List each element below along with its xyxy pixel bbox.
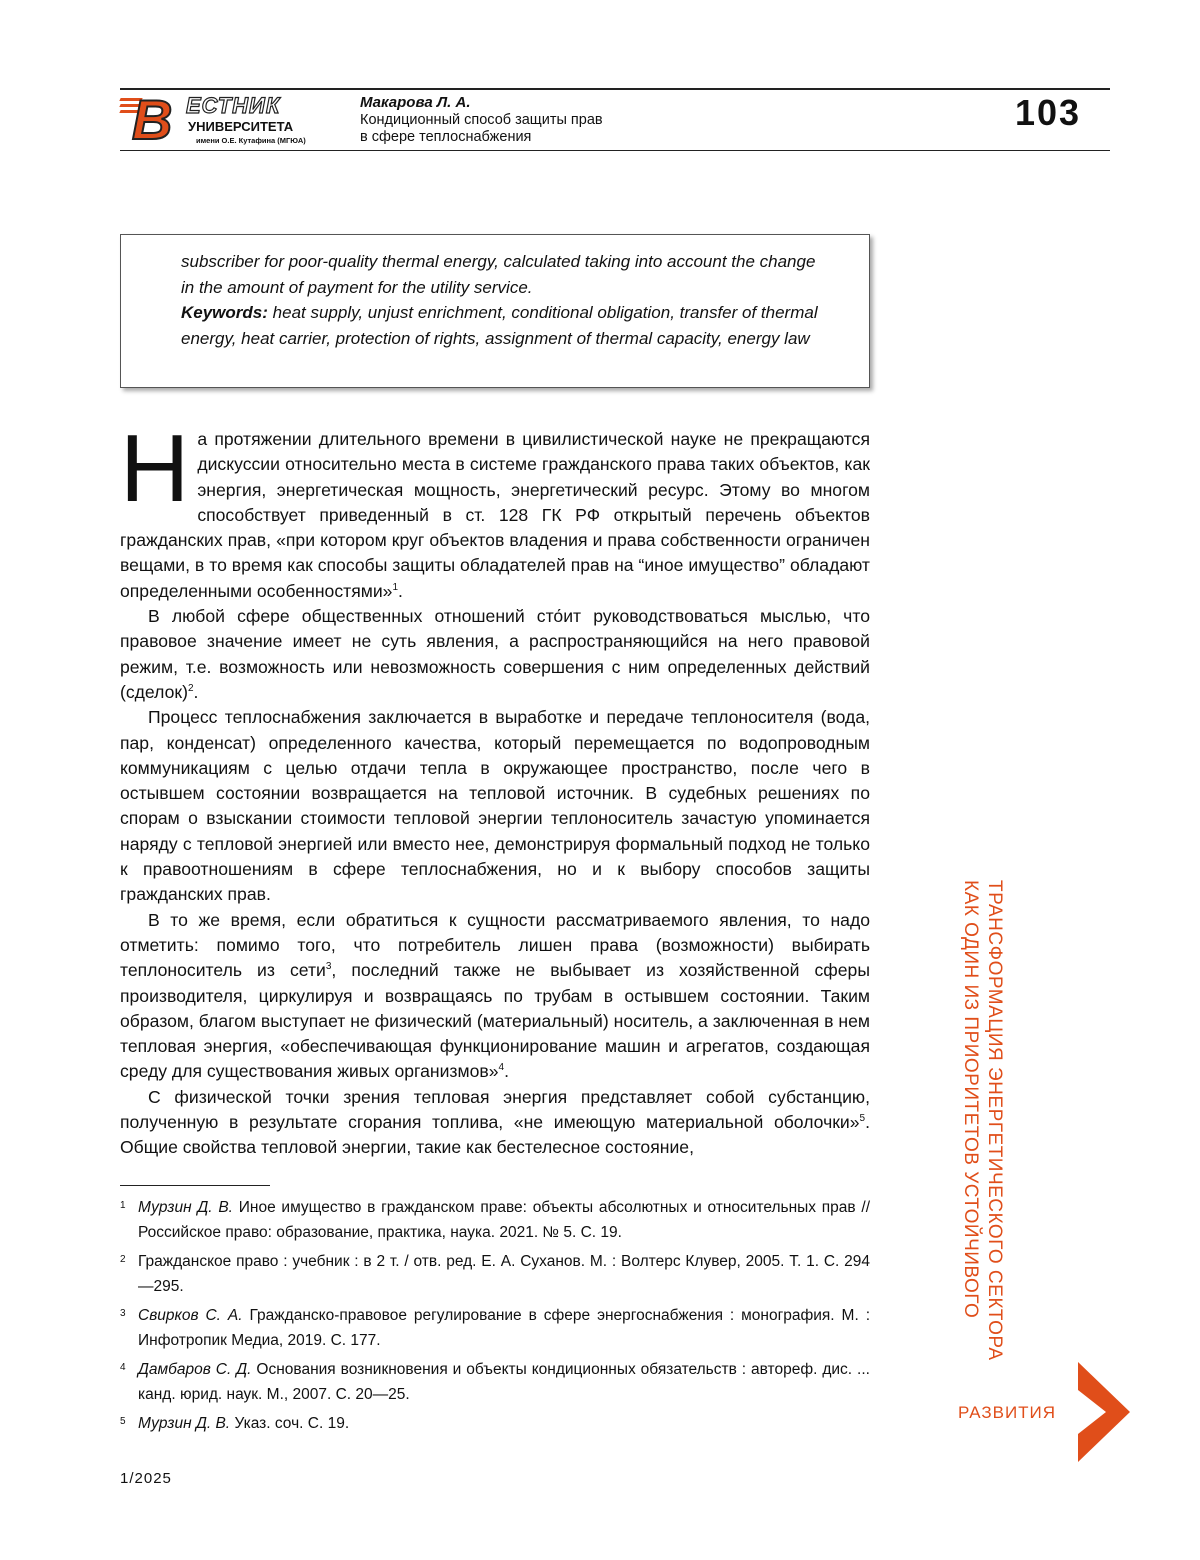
section-rubric bbox=[958, 880, 1028, 1400]
logo-named-after: имени О.Е. Кутафина (МГЮА) bbox=[196, 136, 306, 145]
rubric-line2: КАК ОДИН ИЗ ПРИОРИТЕТОВ УСТОЙЧИВОГО bbox=[960, 880, 981, 1318]
footnotes bbox=[120, 1195, 870, 1440]
logo-title: ЕСТНИК bbox=[186, 94, 280, 118]
header-bottom-rule bbox=[120, 150, 1110, 151]
footnote-ref[interactable]: 2 bbox=[188, 683, 194, 694]
paragraph: С физической точки зрения тепловая энергия представляет собой субстанцию, полученную в результате сгорания топлива, «не имеющую материальной оболочки»5. Общие свойства тепловой энергии, такие как бестелесное состояние, bbox=[120, 1085, 870, 1161]
page-number: 103 bbox=[1015, 92, 1081, 134]
arrow-right-icon bbox=[1060, 1362, 1130, 1462]
footnote-ref[interactable]: 4 bbox=[499, 1063, 505, 1074]
article-body bbox=[120, 427, 870, 1161]
abstract-box bbox=[120, 234, 870, 388]
keywords-label: Keywords: bbox=[181, 303, 268, 322]
logo-university: УНИВЕРСИТЕТА bbox=[188, 120, 293, 134]
footnote: 3 Свирков С. А. Гражданско-правовое регулирование в сфере энергоснабжения : монография. М. : Инфотропик Медиа, 2019. С. 177. bbox=[120, 1303, 870, 1353]
drop-cap: Н bbox=[120, 431, 189, 507]
running-head-author: Макарова Л. А. bbox=[360, 94, 471, 111]
header-top-rule bbox=[120, 88, 1110, 90]
running-head-title-line2: в сфере теплоснабжения bbox=[360, 129, 780, 146]
rubric-vertical-text bbox=[958, 880, 1006, 1361]
footnote: 2 Гражданское право : учебник : в 2 т. / отв. ред. Е. А. Суханов. М. : Волтерс Клувер, 2005. Т. 1. С. 294—295. bbox=[120, 1249, 870, 1299]
paragraph: В любой сфере общественных отношений сто́ит руководствоваться мыслью, что правовое значение имеет не суть явления, а распространяющийся на него правовой режим, т.е. возможность или невозможность совершения с ним определенных действий (сделок)2. bbox=[120, 604, 870, 705]
footnote: 1 Мурзин Д. В. Иное имущество в гражданском праве: объекты абсолютных и относительных прав // Российское право: образование, практика, наука. 2021. № 5. С. 19. bbox=[120, 1195, 870, 1245]
footnote-ref[interactable]: 1 bbox=[392, 582, 398, 593]
journal-logo bbox=[120, 92, 350, 148]
footnote-ref[interactable]: 3 bbox=[326, 961, 332, 972]
issue-number: 1/2025 bbox=[120, 1470, 172, 1487]
keywords-text: heat supply, unjust enrichment, conditional obligation, transfer of thermal energy, heat carrier, protection of rights, assignment of thermal capacity, energy law bbox=[181, 303, 818, 348]
rubric-line1: ТРАНСФОРМАЦИЯ ЭНЕРГЕТИЧЕСКОГО СЕКТОРА bbox=[984, 880, 1005, 1361]
paragraph: Н а протяжении длительного времени в цивилистической науке не прекращаются дискуссии относительно места в системе гражданского права таких объектов, как энергия, энергетическая мощность, энергетический ресурс. Этому во многом способствует приведенный в ст. 128 ГК РФ открытый перечень объектов гражданских прав, «при котором круг объектов владения и права собственности ограничен вещами, в то время как способы защиты обладателей прав на “иное имущество” обладают определенными особенностями»1. bbox=[120, 427, 870, 604]
logo-letter: В bbox=[132, 94, 172, 146]
footnote-separator bbox=[120, 1185, 270, 1186]
running-head-title bbox=[360, 112, 780, 146]
footnote: 5 Мурзин Д. В. Указ. соч. С. 19. bbox=[120, 1411, 870, 1436]
paragraph: Процесс теплоснабжения заключается в выработке и передаче теплоносителя (вода, пар, конденсат) определенного качества, который перемещается по водопроводным коммуникациям с целью отдачи тепла в окружающее пространство, после чего в остывшем состоянии возвращается на тепловой источник. В судебных решениях по спорам о взыскании стоимости тепловой энергии теплоноситель зачастую упоминается наряду с тепловой энергией или вместо нее, демонстрируя формальный подход не только к правоотношениям в сфере теплоснабжения, но и к выбору способов защиты гражданских прав. bbox=[120, 705, 870, 907]
abstract-text: subscriber for poor-quality thermal energy, calculated taking into account the change in the amount of payment for the utility service. bbox=[181, 252, 815, 297]
paragraph: В то же время, если обратиться к сущности рассматриваемого явления, то надо отметить: помимо того, что потребитель лишен права (возможности) выбирать теплоноситель из сети3, последний также не выбывает из хозяйственной сферы производителя, циркулируя и возвращаясь по трубам в остывшем состоянии. Таким образом, благом выступает не физический (материальный) носитель, а заключенная в нем тепловая энергия, «обеспечивающая функционирование машин и агрегатов, создающая среду для существования живых организмов»4. bbox=[120, 908, 870, 1085]
running-head-title-line1: Кондиционный способ защиты прав bbox=[360, 112, 780, 129]
footnote: 4 Дамбаров С. Д. Основания возникновения и объекты кондиционных обязательств : автореф. дис. ... канд. юрид. наук. М., 2007. С. 20—25. bbox=[120, 1357, 870, 1407]
rubric-line3: РАЗВИТИЯ bbox=[958, 1403, 1056, 1423]
footnote-ref[interactable]: 5 bbox=[860, 1113, 866, 1124]
